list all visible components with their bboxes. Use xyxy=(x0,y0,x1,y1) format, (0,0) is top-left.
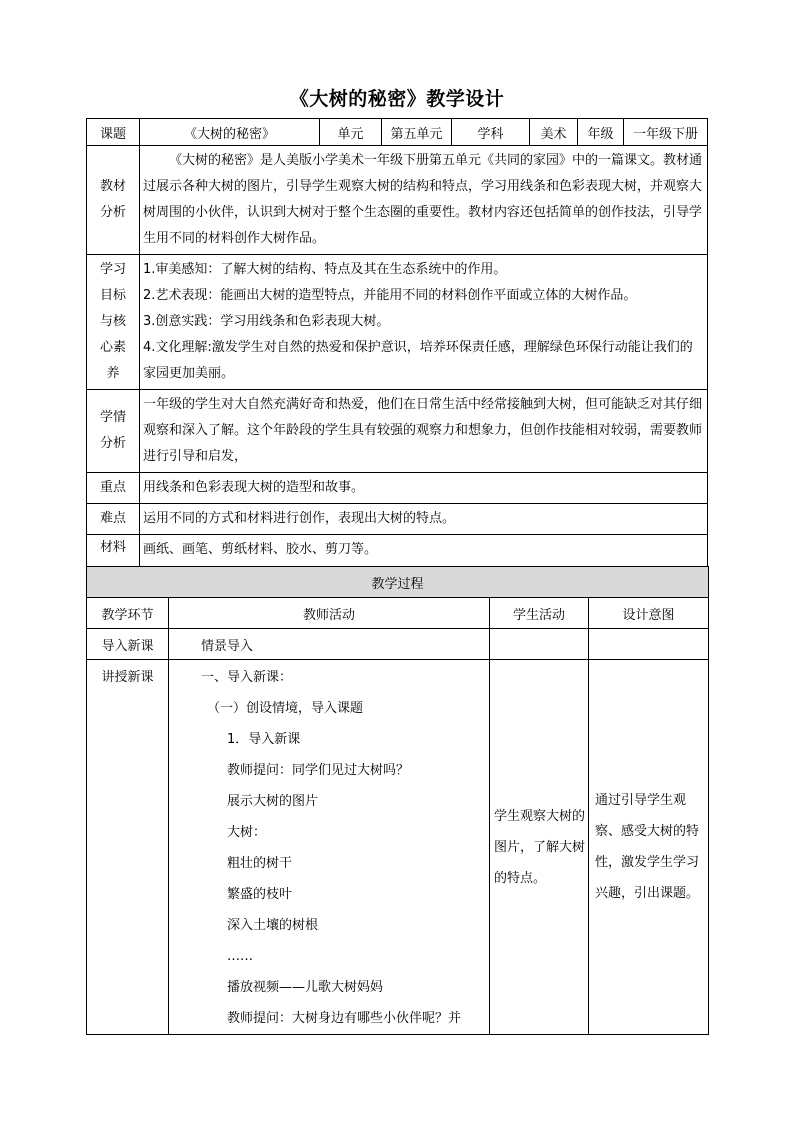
column-header: 教学环节 xyxy=(87,598,169,629)
objective-item: 2.艺术表现：能画出大树的造型特点，并能用不同的材料创作平面或立体的大树作品。 xyxy=(143,288,637,303)
column-header: 教师活动 xyxy=(169,598,490,629)
teacher-line: 1．导入新课 xyxy=(227,732,301,747)
teacher-line: 大树： xyxy=(227,825,267,840)
student-analysis-label: 学情 分析 xyxy=(87,390,140,473)
objectives-label: 学习 目标 与核 心素 养 xyxy=(87,255,140,390)
objective-item: 1.审美感知：了解大树的结构、特点及其在生态系统中的作用。 xyxy=(143,262,507,277)
teacher-activity-cell xyxy=(169,660,490,1035)
teacher-line: 播放视频——儿歌大树妈妈 xyxy=(227,980,384,995)
material-analysis-label: 教材 分析 xyxy=(87,146,140,255)
info-row xyxy=(87,119,708,146)
difficulty-label: 难点 xyxy=(87,504,140,535)
subject-value: 美术 xyxy=(530,119,578,146)
teacher-line: …… xyxy=(227,949,253,964)
column-header: 学生活动 xyxy=(490,598,589,629)
teacher-line: 深入土壤的树根 xyxy=(227,918,319,933)
objective-item: 3.创意实践：学习用线条和色彩表现大树。 xyxy=(143,314,390,329)
process-columns-row xyxy=(87,598,709,629)
document-title: 《大树的秘密》教学设计 xyxy=(289,88,505,110)
objectives-list xyxy=(140,255,708,390)
subject-label: 学科 xyxy=(452,119,530,146)
student-analysis-row xyxy=(87,390,708,473)
materials-label: 材料 xyxy=(87,535,140,588)
unit-label: 单元 xyxy=(320,119,382,146)
column-header: 设计意图 xyxy=(589,598,709,629)
key-point-text: 用线条和色彩表现大树的造型和故事。 xyxy=(140,473,708,504)
teacher-activity-cell: 情景导入 xyxy=(169,629,490,660)
material-analysis-row xyxy=(87,146,708,255)
difficulty-text: 运用不同的方式和材料进行创作，表现出大树的特点。 xyxy=(140,504,708,535)
key-point-row xyxy=(87,473,708,504)
stage-cell: 讲授新课 xyxy=(87,660,169,1035)
grade-label: 年级 xyxy=(578,119,624,146)
course-value: 《大树的秘密》 xyxy=(140,119,320,146)
intent-cell xyxy=(589,629,709,660)
student-analysis-text: 一年级的学生对大自然充满好奇和热爱，他们在日常生活中经常接触到大树，但可能缺乏对其仔细观察和深入了解。这个年龄段的学生具有较强的观察力和想象力，但创作技能相对较弱，需要教师进行引导和启发， xyxy=(140,390,708,473)
teaching-process-table xyxy=(86,566,709,1035)
teacher-line: 展示大树的图片 xyxy=(227,794,319,809)
objectives-row xyxy=(87,255,708,390)
process-header: 教学过程 xyxy=(87,567,709,598)
student-activity-cell: 学生观察大树的图片，了解大树的特点。 xyxy=(490,660,589,1035)
material-analysis-text: 《大树的秘密》是人美版小学美术一年级下册第五单元《共同的家园》中的一篇课文。教材通过展示各种大树的图片，引导学生观察大树的结构和特点，学习用线条和色彩表现大树，并观察大树周围的小伙伴，认识到大树对于整个生态圈的重要性。教材内容还包括简单的创作技法，引导学生用不同的材料创作大树作品。 xyxy=(140,146,708,255)
materials-text: 画纸、画笔、剪纸材料、胶水、剪刀等。 xyxy=(140,535,708,588)
process-row-teaching xyxy=(87,660,709,1035)
student-activity-cell xyxy=(490,629,589,660)
difficulty-row xyxy=(87,504,708,535)
teacher-line: 繁盛的枝叶 xyxy=(227,887,293,902)
intent-cell: 通过引导学生观察、感受大树的特性，激发学生学习兴趣，引出课题。 xyxy=(589,660,709,1035)
objective-item: 4.文化理解:激发学生对自然的热爱和保护意识，培养环保责任感，理解绿色环保行动能让我们的家园更加美丽。 xyxy=(143,340,693,381)
teacher-line: 粗壮的树干 xyxy=(227,856,293,871)
teacher-line: 教师提问：同学们见过大树吗？ xyxy=(227,763,410,778)
grade-value: 一年级下册 xyxy=(624,119,708,146)
teacher-line: 教师提问：大树身边有哪些小伙伴呢？并 xyxy=(227,1011,462,1026)
key-point-label: 重点 xyxy=(87,473,140,504)
course-label: 课题 xyxy=(87,119,140,146)
process-header-row xyxy=(87,567,709,598)
unit-value: 第五单元 xyxy=(382,119,452,146)
teacher-line: 一、导入新课： xyxy=(201,670,293,685)
teacher-line: （一）创设情境，导入课题 xyxy=(207,701,364,716)
lesson-info-table xyxy=(86,118,708,588)
stage-cell: 导入新课 xyxy=(87,629,169,660)
process-row-intro xyxy=(87,629,709,660)
